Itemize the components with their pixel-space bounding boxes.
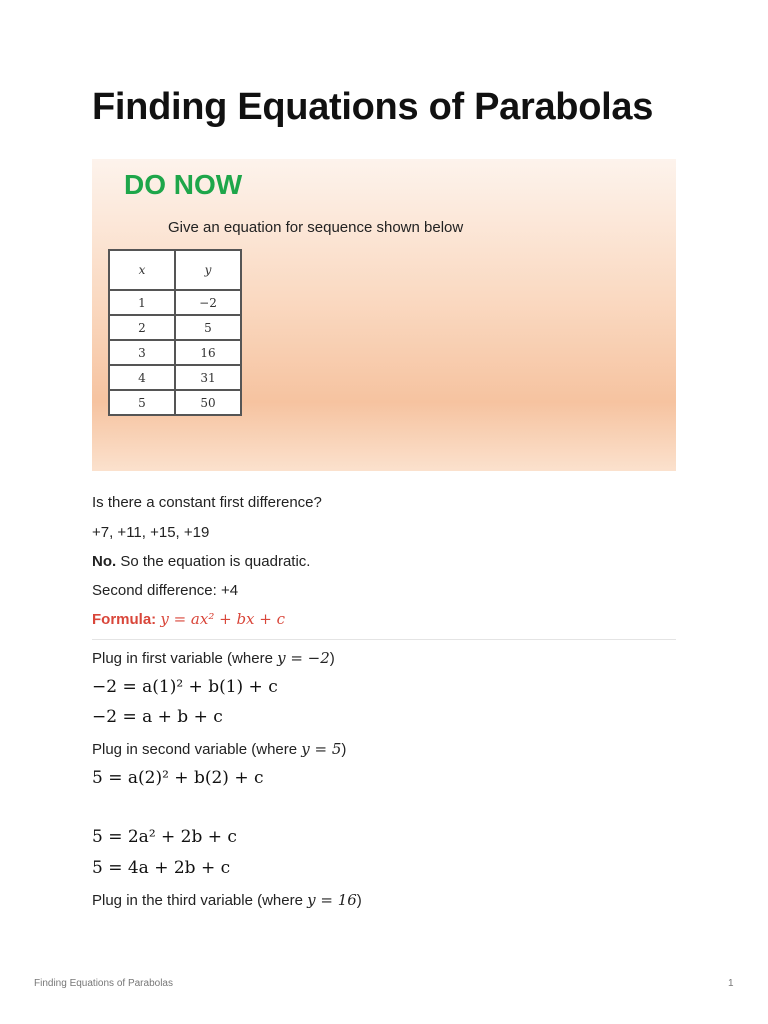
table-cell: 1 — [109, 290, 175, 315]
no-label: No. — [92, 553, 117, 570]
formula-math: y = ax² + bx + c — [160, 610, 286, 628]
table-row — [109, 390, 241, 415]
plug-first-variable — [92, 649, 335, 667]
close-paren: ) — [356, 892, 362, 909]
table-cell: 4 — [109, 365, 175, 390]
quadratic-statement — [92, 553, 310, 570]
plug-second-text: Plug in second variable (where — [92, 741, 302, 758]
column-header-y: y — [175, 250, 241, 290]
section-divider — [92, 639, 676, 640]
equation-1b: −2 = a + b + c — [92, 707, 223, 727]
equation-2c: 5 = 4a + 2b + c — [92, 858, 231, 878]
second-difference: Second difference: +4 — [92, 582, 239, 599]
equation-2b: 5 = 2a² + 2b + c — [92, 827, 237, 847]
plug-second-variable — [92, 740, 346, 758]
equation-2a: 5 = a(2)² + b(2) + c — [92, 768, 264, 788]
table-row — [109, 340, 241, 365]
column-header-x: x — [109, 250, 175, 290]
plug-first-math: y = −2 — [277, 649, 330, 667]
table-row — [109, 365, 241, 390]
do-now-heading: DO NOW — [124, 169, 243, 200]
do-now-prompt: Give an equation for sequence shown below — [168, 219, 464, 236]
footer-title: Finding Equations of Parabolas — [34, 978, 173, 989]
do-now-image — [92, 159, 676, 471]
plug-first-text: Plug in first variable (where — [92, 650, 278, 667]
table-header-row — [109, 250, 241, 290]
plug-second-math: y = 5 — [301, 740, 342, 758]
equation-1a: −2 = a(1)² + b(1) + c — [92, 677, 278, 697]
table-cell: 50 — [175, 390, 241, 415]
sequence-table — [108, 249, 242, 416]
page-number: 1 — [728, 978, 734, 989]
first-difference-question: Is there a constant first difference? — [92, 494, 322, 511]
table-cell: −2 — [175, 290, 241, 315]
page-title: Finding Equations of Parabolas — [92, 86, 654, 128]
quadratic-text: So the equation is quadratic. — [116, 553, 311, 570]
table-row — [109, 290, 241, 315]
table-cell: 5 — [175, 315, 241, 340]
formula-label: Formula: — [92, 611, 157, 628]
table-cell: 31 — [175, 365, 241, 390]
plug-third-math: y = 16 — [307, 891, 357, 909]
table-cell: 16 — [175, 340, 241, 365]
plug-third-text: Plug in the third variable (where — [92, 892, 308, 909]
close-paren: ) — [329, 650, 335, 667]
table-cell: 3 — [109, 340, 175, 365]
table-row — [109, 315, 241, 340]
table-cell: 2 — [109, 315, 175, 340]
formula-line — [92, 610, 285, 628]
table-cell: 5 — [109, 390, 175, 415]
plug-third-variable — [92, 891, 362, 909]
first-differences: +7, +11, +15, +19 — [92, 524, 210, 541]
close-paren: ) — [341, 741, 347, 758]
